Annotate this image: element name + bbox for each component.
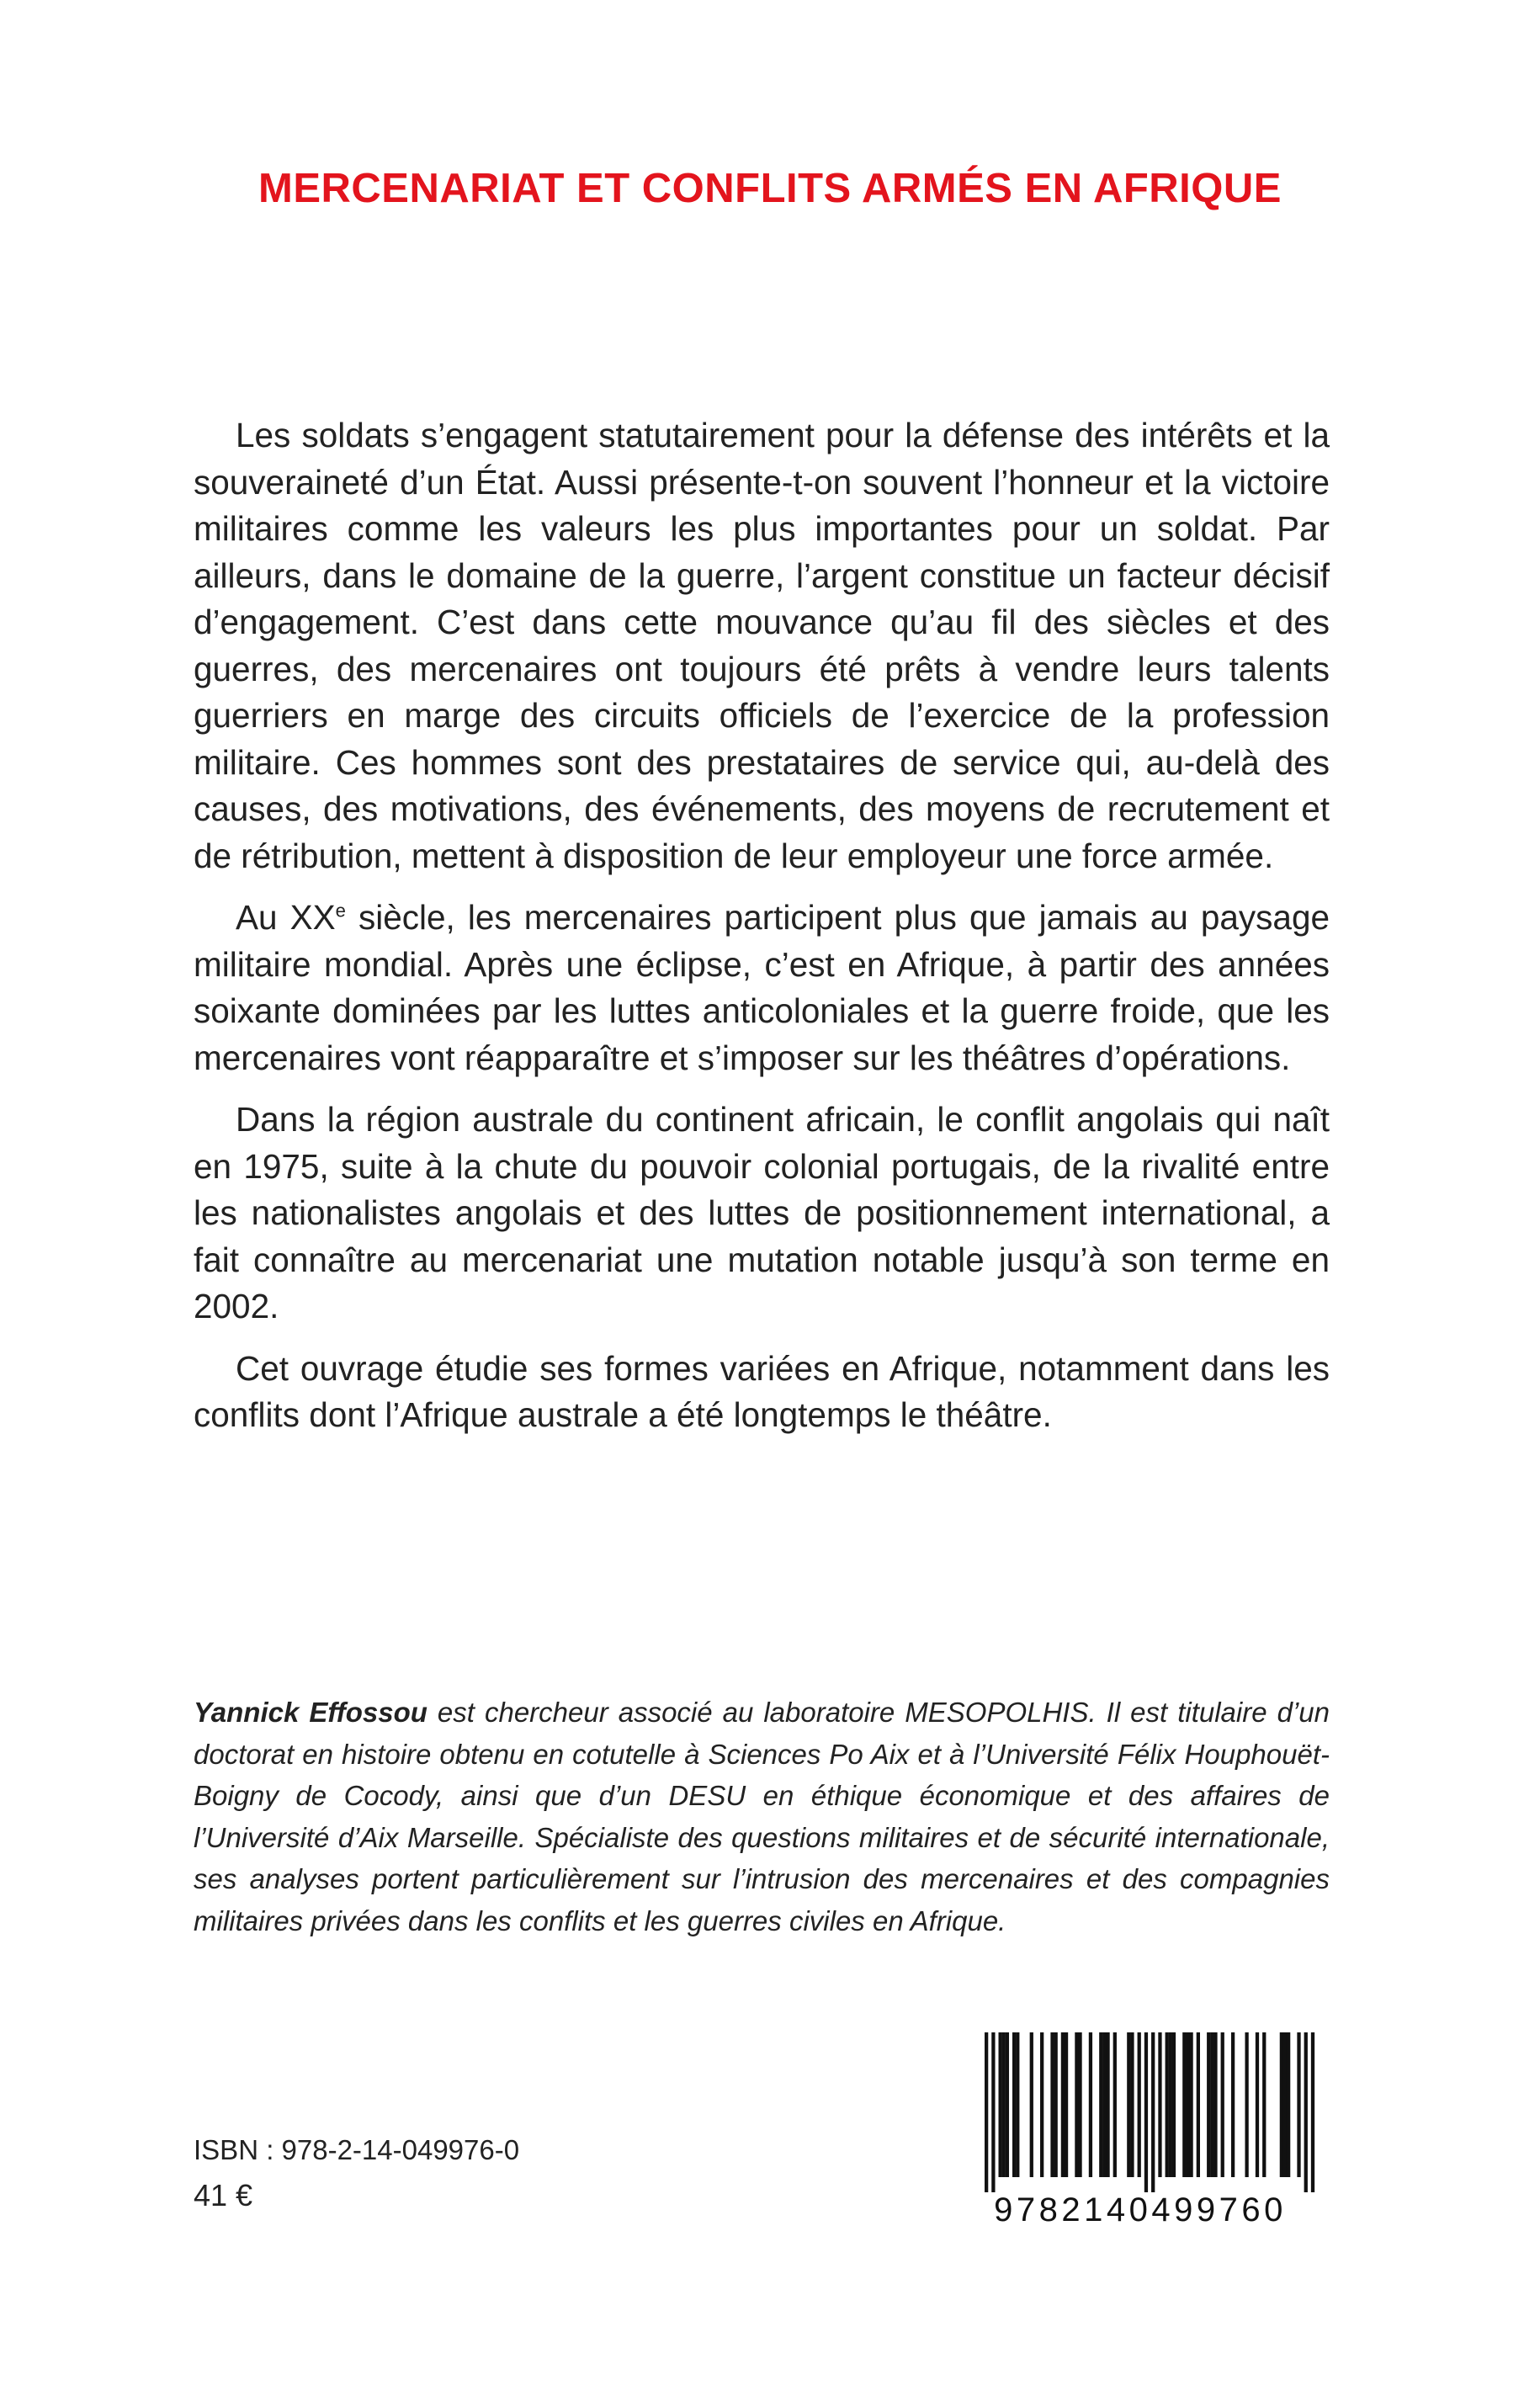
barcode-bar [1130, 2032, 1134, 2177]
barcode-bar [1158, 2032, 1161, 2177]
barcode-bar [1256, 2032, 1259, 2177]
barcode-bar [1197, 2032, 1200, 2177]
barcode-bar [1006, 2032, 1009, 2177]
barcode-bar [1213, 2032, 1217, 2177]
barcode-bar [1207, 2032, 1210, 2177]
barcode-bar [1186, 2032, 1189, 2177]
barcode-bar [1283, 2032, 1287, 2177]
barcode-bar [1245, 2032, 1248, 2177]
barcode-bar [1151, 2032, 1155, 2192]
barcode-bar [1297, 2032, 1300, 2177]
barcode-bar [1172, 2032, 1176, 2177]
barcode-bar [1231, 2032, 1235, 2177]
isbn-label: ISBN : 978-2-14-049976-0 [194, 2134, 520, 2165]
barcode-bar [1144, 2032, 1148, 2192]
barcode-bar [1030, 2032, 1033, 2177]
barcode-bar [985, 2032, 988, 2192]
back-cover-blurb [194, 412, 1330, 1454]
barcode-bar [1016, 2032, 1019, 2177]
barcode-bar [1138, 2032, 1141, 2177]
barcode-bar [1166, 2032, 1169, 2177]
barcode-bar [1311, 2032, 1314, 2192]
barcode-bar [1040, 2032, 1043, 2177]
barcode-bar [1078, 2032, 1081, 2177]
blurb-paragraph-4: Cet ouvrage étudie ses formes variées en Afrique, notamment dans les conflits dont l’Afrique australe a été longtemps le théâtre. [194, 1348, 1330, 1434]
barcode-bar [1287, 2032, 1290, 2177]
author-bio-text: est chercheur associé au laboratoire MESOPOLHIS. Il est titulaire d’un doctorat en histoire obtenu en cotutelle à Sciences Po Aix et à l’Université Félix Houphouët-Boigny de Cocody, ainsi que d’un DESU en éthique économique et des affaires de l’Université d’Aix Marseille. Spécialiste des questions militaires et de sécurité internationale, ses analyses portent particulièrement sur l’intrusion des mercenaires et des compagnies militaires privées dans les conflits et les guerres civiles en Afrique. [194, 1697, 1330, 1936]
barcode-bar [1304, 2032, 1308, 2192]
barcode-bar [1075, 2032, 1078, 2177]
author-name: Yannick Effossou [194, 1697, 427, 1728]
barcode-bar [1002, 2032, 1006, 2177]
barcode-bar [1102, 2032, 1106, 2177]
barcode-bar [1169, 2032, 1172, 2177]
author-bio [194, 1692, 1330, 1941]
barcode-bar [1127, 2032, 1130, 2177]
barcode-bar [1113, 2032, 1117, 2177]
barcode-bar [1061, 2032, 1065, 2177]
barcode-bar [1210, 2032, 1213, 2177]
barcode-bar [1050, 2032, 1054, 2177]
blurb-paragraph-1: Les soldats s’engagent statutairement pour la défense des intérêts et la souveraineté d’un État. Aussi présente-t-on souvent l’honneur et la victoire militaires comme les valeurs les plus importantes pour un soldat. Par ailleurs, dans le domaine de la guerre, l’argent constitue un facteur décisif d’engagement. C’est dans cette mouvance qu’au fil des siècles et des guerres, des mercenaires ont toujours été prêts à vendre leurs talents guerriers en marge des circuits officiels de l’exercice de la profession militaire. Ces hommes sont des prestataires de service qui, au-delà des causes, des motivations, des événements, des moyens de recrutement et de rétribution, mettent à disposition de leur employeur une force armée. [194, 416, 1330, 875]
barcode-bar [1012, 2032, 1016, 2177]
barcode-bar [1054, 2032, 1058, 2177]
blurb-paragraph-2-rest: siècle, les mercenaires participent plus que jamais au paysage militaire mondial. Après une éclipse, c’est en Afrique, à partir des années soixante dominées par les luttes anticoloniales et la guerre froide, que les mercenaires vont réapparaître et s’imposer sur les théâtres d’opérations. [194, 898, 1330, 1077]
barcode-bar [1221, 2032, 1224, 2177]
book-title: MERCENARIAT ET CONFLITS ARMÉS EN AFRIQUE [258, 166, 1282, 211]
blurb-paragraph-2 [194, 895, 1330, 1081]
barcode-bar [1189, 2032, 1192, 2177]
price-label: 41 € [194, 2178, 253, 2212]
barcode-bar [1182, 2032, 1186, 2177]
barcode-bar [1106, 2032, 1109, 2177]
barcode-bars [959, 2032, 1321, 2192]
blurb-paragraph-3: Dans la région australe du continent africain, le conflit angolais qui naît en 1975, suite à la chute du pouvoir colonial portugais, de la rivalité entre les nationalistes angolais et des luttes de positionnement international, a fait connaître au mercenariat une mutation notable jusqu’à son terme en 2002. [194, 1100, 1330, 1325]
barcode-bar [1099, 2032, 1102, 2177]
blurb-paragraph-2-lead: Au XX [236, 898, 336, 937]
barcode-bar [999, 2032, 1002, 2177]
barcode-bar [1280, 2032, 1283, 2177]
century-superscript: e [335, 900, 346, 922]
barcode-bar [1262, 2032, 1266, 2177]
barcode-digits: 9782140499760 [994, 2191, 1287, 2228]
barcode-bar [991, 2032, 995, 2192]
barcode-bar [1089, 2032, 1092, 2177]
barcode-bar [1065, 2032, 1068, 2177]
